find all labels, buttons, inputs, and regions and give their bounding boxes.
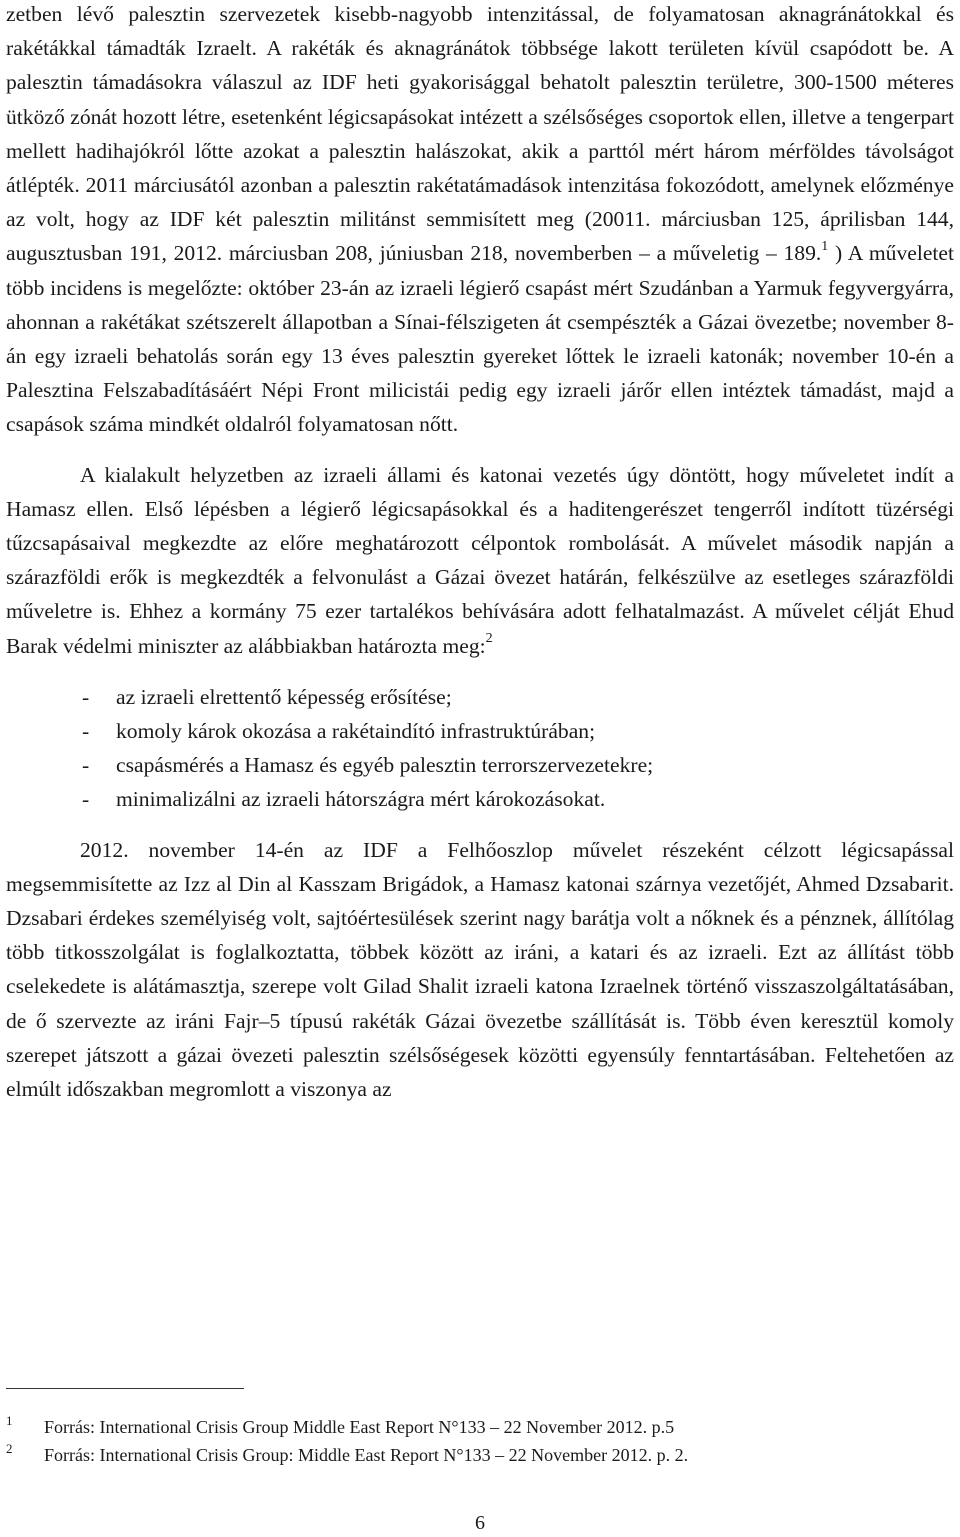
list-dash: - [82, 684, 90, 709]
list-dash: - [82, 753, 90, 778]
footnote-ref-1[interactable]: 1 [821, 239, 829, 255]
paragraph-3: 2012. november 14-én az IDF a Felhőoszlop művelet részeként célzott légicsapással megsemmisítette az Izz al Din al Kasszam Brigádok, a Hamasz katonai szárnya vezetőjét, Ahmed Dzsabarit. Dzsabari érdekes személyiség volt, sajtóértesülések szerint nagy barátja volt a nőknek és a pénznek, állítólag több titkosszolgálat is foglalkoztatta, többek között az iráni, a katari és az izraeli. Ezt az állítást több cselekedete is alátámasztja, szerepe volt Gilad Shalit izraeli katona Izraelnek történő visszaszolgáltatásában, de ő szervezte az iráni Fajr–5 típusú rakéták Gázai övezetbe szállítását is. Több éven keresztül komoly szerepet játszott a gázai övezeti palesztin szélsőségesek közötti egyensúly fenntartásában. Feltehetően az elmúlt időszakban megromlott a viszonya az [6, 837, 954, 1102]
footnote-separator [6, 1388, 244, 1389]
footnote-2 [6, 1441, 689, 1466]
list-item [6, 782, 954, 816]
footnote-1 [6, 1413, 675, 1438]
paragraph-2 [6, 458, 954, 663]
list-item [6, 680, 954, 714]
list-dash: - [82, 719, 90, 744]
page-number: 6 [475, 1512, 485, 1534]
paragraph-1-text-b: ) A műveletet több incidens is megelőzte: október 23-án az izraeli légierő csapást mért Szudánban a Yarmuk fegyvergyárra, ahonnan a rakétákat szétszerelt állapotban a Sínai-félszigeten át csempészték a Gázai övezetbe; november 8-án egy izraeli behatolás során egy 13 éves palesztin gyereket lőttek le izraeli katonák; november 10-én a Palesztina Felszabadításáért Népi Front milicistái pedig egy izraeli járőr ellen intéztek támadást, majd a csapások száma mindkét oldalról folyamatosan nőtt. [6, 241, 954, 437]
list-item [6, 714, 954, 748]
paragraph-1 [6, 0, 954, 442]
footnote-number: 2 [6, 1441, 13, 1456]
document-page [6, 0, 954, 1106]
list-item-text: komoly károk okozása a rakétaindító infrastruktúrában; [116, 719, 596, 744]
footnote-ref-2[interactable]: 2 [485, 631, 493, 647]
list-item-text: az izraeli elrettentő képesség erősítése; [116, 684, 452, 709]
goals-list [6, 680, 954, 817]
list-item [6, 748, 954, 782]
footnote-number: 1 [6, 1413, 13, 1428]
paragraph-2-text: A kialakult helyzetben az izraeli állami és katonai vezetés úgy döntött, hogy műveletet indít a Hamasz ellen. Első lépésben a légierő légicsapásokkal és a haditengerészet tengerről indított tüzérségi tűzcsapásaival megkezdte az előre meghatározott célpontok rombolását. A művelet második napján a szárazföldi erők is megkezdték a felvonulást a Gázai övezet határán, felkészülve az esetleges szárazföldi műveletre is. Ehhez a kormány 75 ezer tartalékos behívására adott felhatalmazást. A művelet célját Ehud Barak védelmi miniszter az alábbiakban határozta meg: [6, 462, 954, 658]
paragraph-1-text-a: zetben lévő palesztin szervezetek kisebb-nagyobb intenzitással, de folyamatosan aknagránátokkal és rakétákkal támadták Izraelt. A rakéták és aknagránátok többsége lakott területen kívül csapódott be. A palesztin támadásokra válaszul az IDF heti gyakorisággal behatolt palesztin területre, 300-1500 méteres ütköző zónát hozott létre, esetenként légicsapásokat intézett a szélsőséges csoportok ellen, illetve a tengerpart mellett hadihajókról lőtte azokat a palesztin halászokat, akik a parttól mért három mérföldes távolságot átlépték. 2011 márciusától azonban a palesztin rakétatámadások intenzitása fokozódott, amelynek előzménye az volt, hogy az IDF két palesztin militánst semmisített meg (20011. márciusban 125, áprilisban 144, augusztusban 191, 2012. márciusban 208, júniusban 218, novemberben – a műveletig – 189. [6, 2, 954, 266]
footnote-text: Forrás: International Crisis Group Middle East Report N°133 – 22 November 2012. p.5 [44, 1417, 675, 1437]
list-dash: - [82, 787, 90, 812]
footnote-text: Forrás: International Crisis Group: Middle East Report N°133 – 22 November 2012. p. 2. [44, 1445, 689, 1465]
list-item-text: csapásmérés a Hamasz és egyéb palesztin terrorszervezetekre; [116, 753, 654, 778]
list-item-text: minimalizálni az izraeli hátországra mért károkozásokat. [116, 787, 606, 812]
